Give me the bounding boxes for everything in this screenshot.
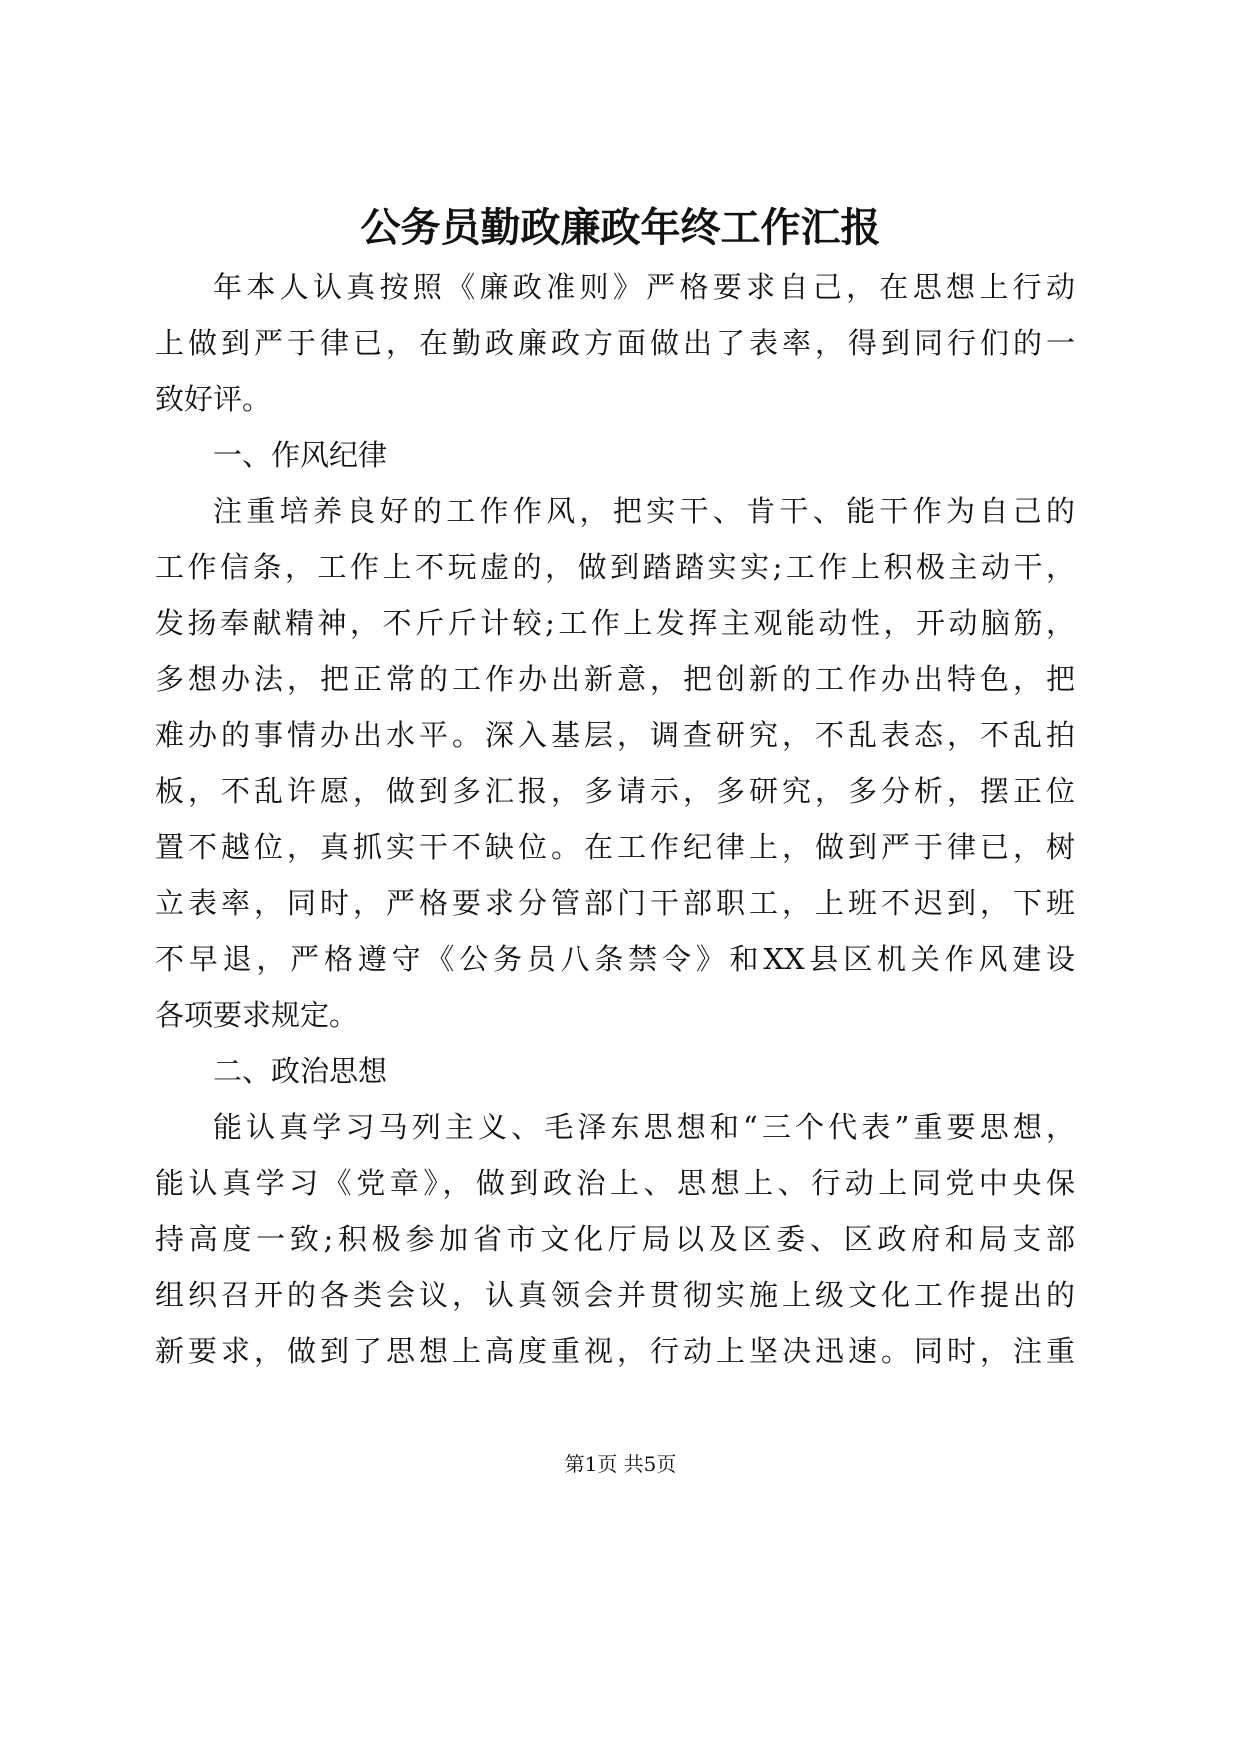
paragraph-line: 致好评。 <box>155 382 272 416</box>
paragraph-line: 置不越位，真抓实干不缺位。在工作纪律上，做到严于律已，树 <box>155 830 1075 864</box>
paragraph-line: 持高度一致;积极参加省市文化厅局以及区委、区政府和局支部 <box>155 1222 1075 1256</box>
paragraph-line: 难办的事情办出水平。深入基层，调查研究，不乱表态，不乱拍 <box>155 718 1075 752</box>
section-heading: 一、作风纪律 <box>213 438 388 472</box>
paragraph-line: 上做到严于律已，在勤政廉政方面做出了表率，得到同行们的一 <box>155 326 1075 360</box>
paragraph-line: 工作信条，工作上不玩虚的，做到踏踏实实;工作上积极主动干， <box>155 550 1075 584</box>
paragraph-line: 能认真学习马列主义、毛泽东思想和“三个代表”重要思想， <box>213 1110 1075 1144</box>
document-title: 公务员勤政廉政年终工作汇报 <box>360 205 881 251</box>
paragraph-line: 多想办法，把正常的工作办出新意，把创新的工作办出特色，把 <box>155 662 1075 696</box>
section-heading: 二、政治思想 <box>213 1054 388 1088</box>
paragraph-line: 注重培养良好的工作作风，把实干、肯干、能干作为自己的 <box>213 494 1075 528</box>
page-number-footer: 第1页 共5页 <box>564 1452 677 1476</box>
document-body <box>155 259 1075 1379</box>
paragraph-line: 组织召开的各类会议，认真领会并贯彻实施上级文化工作提出的 <box>155 1278 1075 1312</box>
paragraph-line: 新要求，做到了思想上高度重视，行动上坚决迅速。同时，注重 <box>155 1334 1075 1368</box>
paragraph-line: 年本人认真按照《廉政准则》严格要求自己，在思想上行动 <box>213 270 1075 304</box>
paragraph-line: 发扬奉献精神，不斤斤计较;工作上发挥主观能动性，开动脑筋， <box>155 606 1075 640</box>
paragraph-line: 立表率，同时，严格要求分管部门干部职工，上班不迟到，下班 <box>155 886 1075 920</box>
paragraph-line: 板，不乱许愿，做到多汇报，多请示，多研究，多分析，摆正位 <box>155 774 1075 808</box>
paragraph-line: 能认真学习《党章》，做到政治上、思想上、行动上同党中央保 <box>155 1166 1075 1200</box>
paragraph-line: 不早退，严格遵守《公务员八条禁令》和XX县区机关作风建设 <box>155 942 1075 976</box>
paragraph-line: 各项要求规定。 <box>155 998 359 1032</box>
